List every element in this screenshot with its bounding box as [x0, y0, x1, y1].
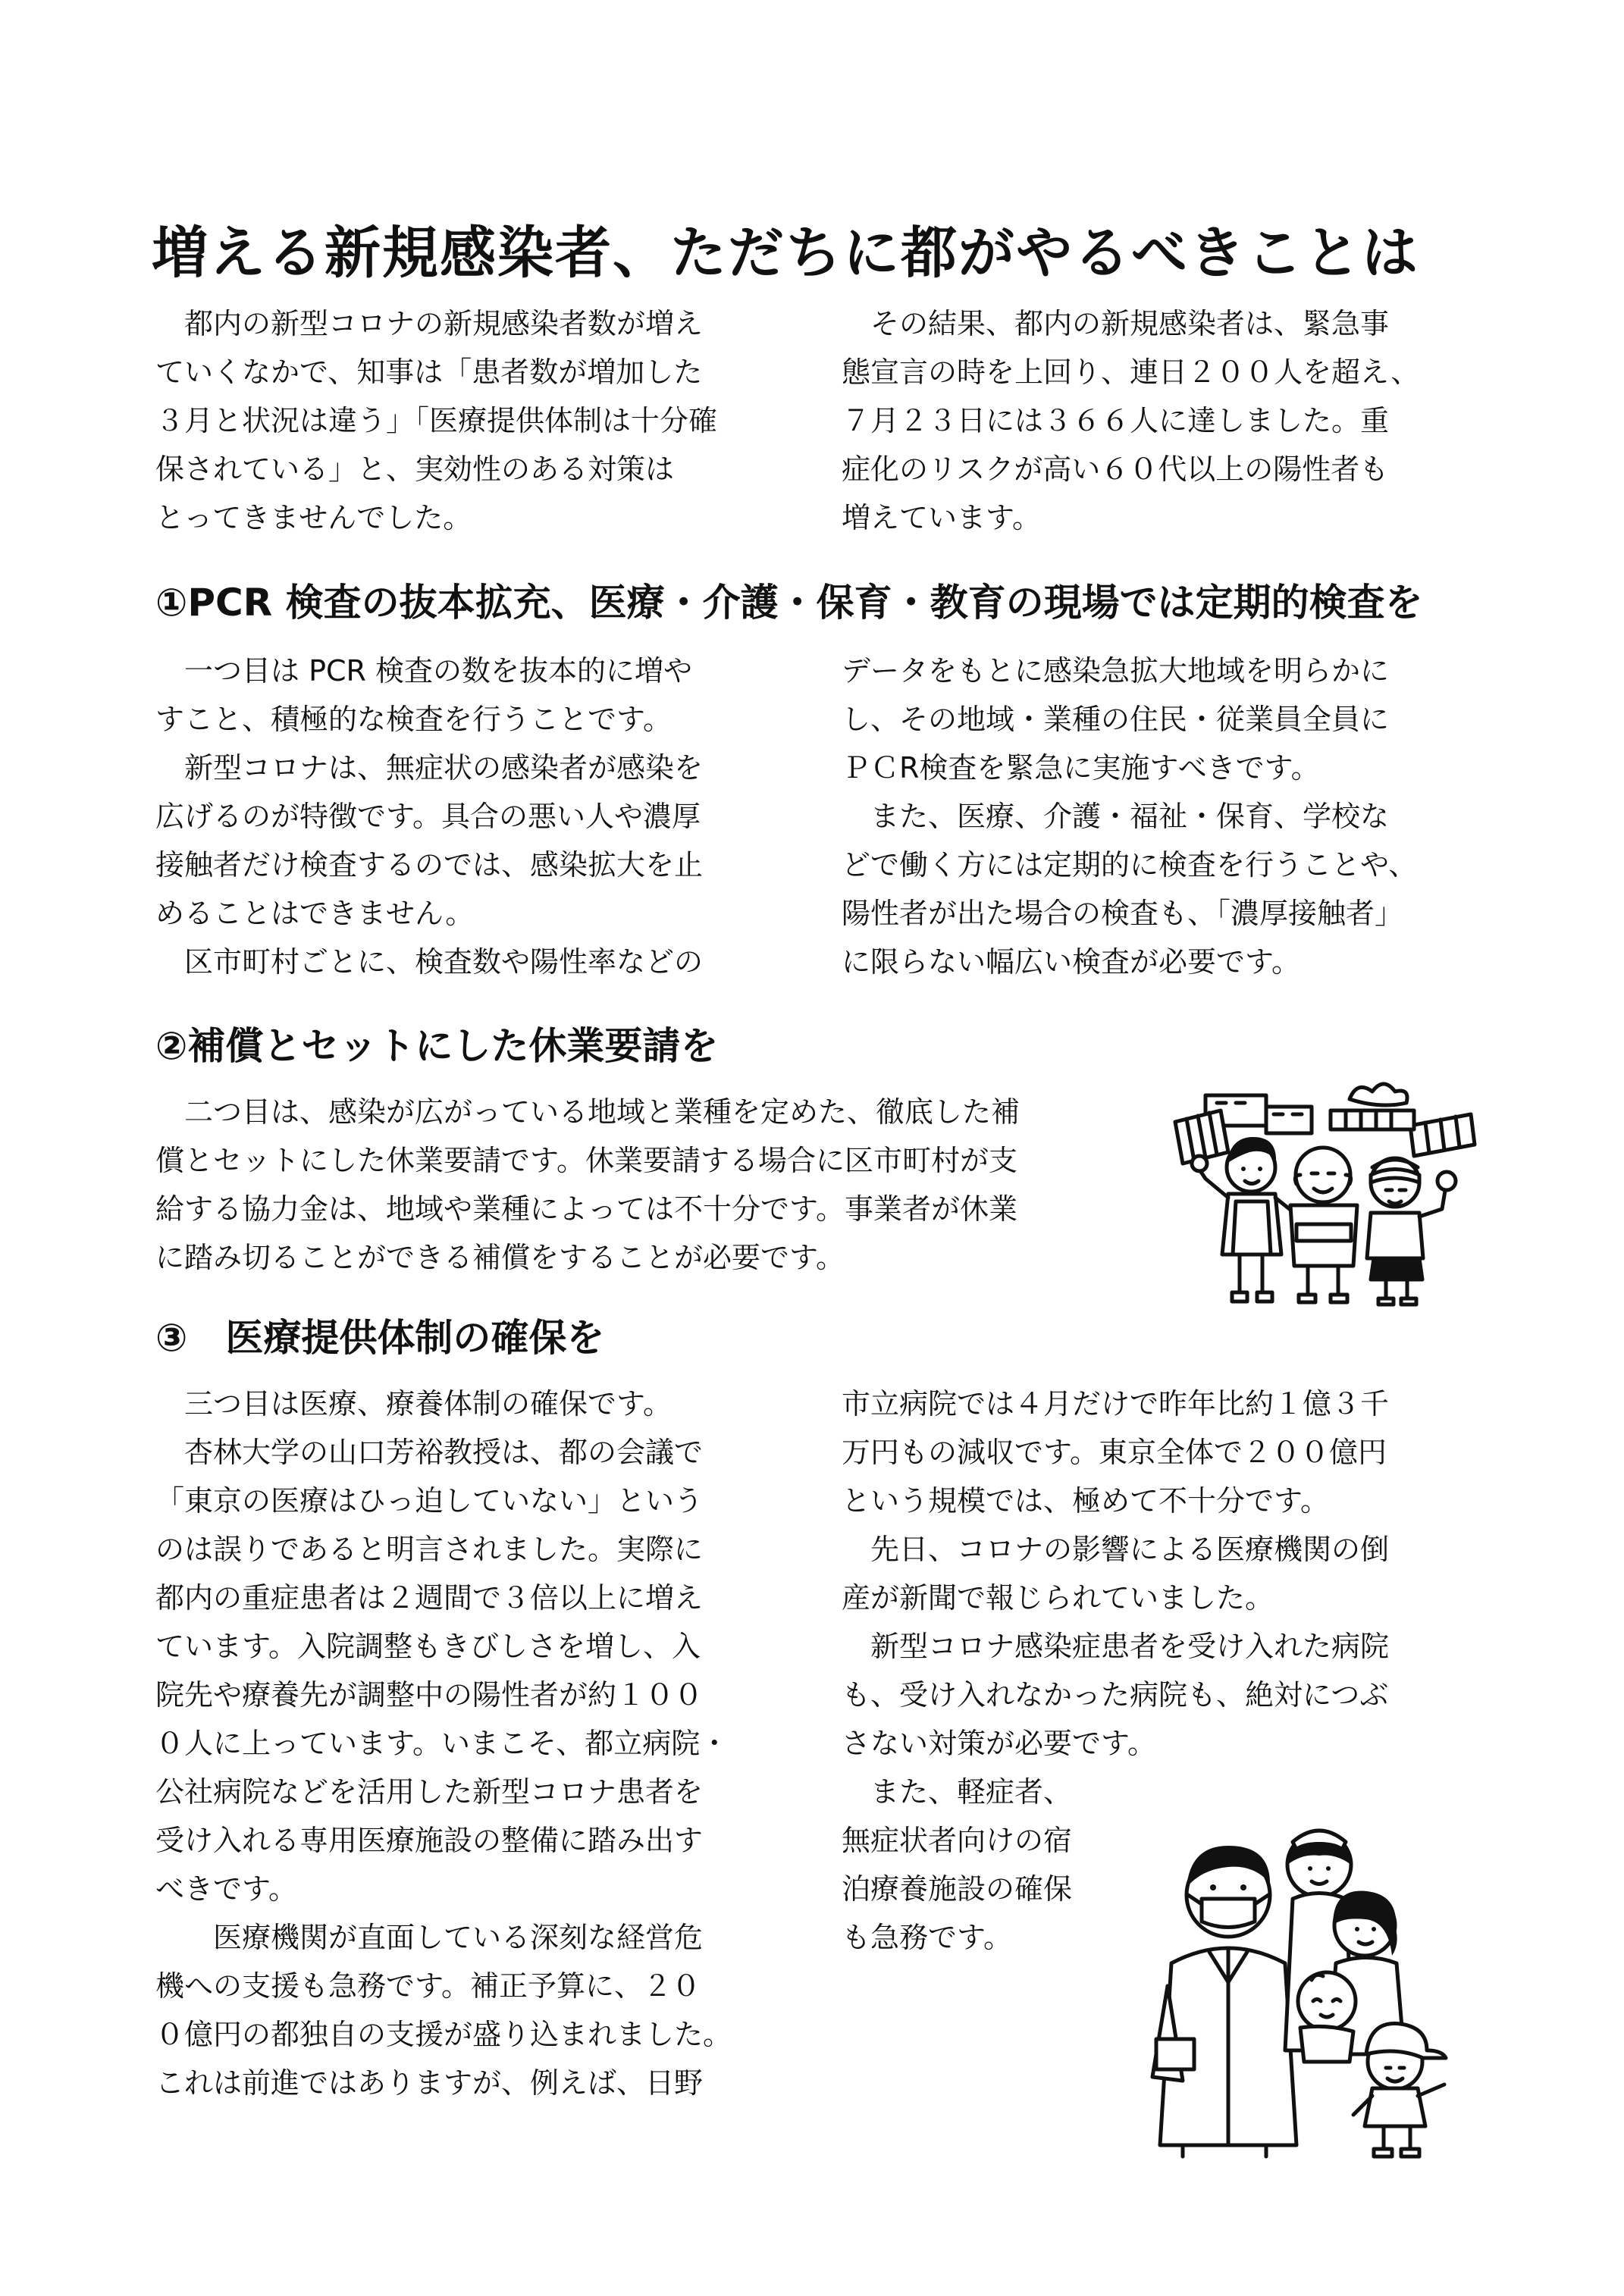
intro-right-text: その結果、都内の新規感染者は、緊急事 態宣言の時を上回り、連日２００人を超え、 ７月２３日には３６６人に達しました。重 症化のリスクが高い６０代以上の陽性者も 増えています。 — [842, 307, 1420, 534]
intro-right-column — [842, 299, 1482, 542]
section1-left-column — [155, 647, 804, 986]
section3-left-column — [155, 1380, 804, 2107]
section2-text: 二つ目は、感染が広がっている地域と業種を定めた、徹底した補 償とセットにした休業要請です。休業要請する場合に区市町村が支 給する協力金は、地域や業種によっては不十分です。事業者が休業 に踏み切ることができる補償をすることが必要です。 — [155, 1095, 1020, 1274]
section1-heading: ①PCR 検査の抜本拡充、医療・介護・保育・教育の現場では定期的検査を — [155, 581, 1423, 625]
shop-workers-illustration — [1160, 1069, 1494, 1311]
section3-right-text: 市立病院では４月だけで昨年比約１億３千 万円もの減収です。東京全体で２００億円 という規模では、極めて不十分です。 先日、コロナの影響による医療機関の倒 産が新聞で報じられていました。 新型コロナ感染症患者を受け入れた病院 も、受け入れなかった病院も、絶対につぶ さない対策が必要です。 また、軽症者、 無症状者向けの宿 泊療養施設の確保 も急務です。 — [842, 1387, 1390, 1954]
section2-heading: ②補償とセットにした休業要請を — [155, 1024, 719, 1068]
section2-body — [155, 1088, 1156, 1282]
intro-left-column — [155, 299, 804, 542]
medical-family-illustration — [1137, 1812, 1471, 2160]
section3-heading: ③ 医療提供体制の確保を — [155, 1316, 605, 1360]
section1-right-column — [842, 647, 1482, 986]
section3-left-text: 三つ目は医療、療養体制の確保です。 杏林大学の山口芳裕教授は、都の会議で 「東京の医療はひっ迫していない」という のは誤りであると明言されました。実際に 都内の重症患者は２週間で３倍以上に増え ています。入院調整もきびしさを増し、入 院先や療養先が調整中の陽性者が約１００ ０人に上っています。いまこそ、都立病院・ 公社病院などを活用した新型コロナ患者を 受け入れる専用医療施設の整備に踏み出す べきです。 医療機関が直面している深刻な経営危 機への支援も急務です。補正予算に、２０ ０億円の都独自の支援が盛り込まれました。 これは前進ではありますが、例えば、日野 — [155, 1387, 732, 2100]
section1-right-text: データをもとに感染急拡大地域を明らかに し、その地域・業種の住民・従業員全員に ＰＣR検査を緊急に実施すべきです。 また、医療、介護・福祉・保育、学校な どで働く方には定期的に検査を行うことや、 陽性者が出た場合の検査も、「濃厚接触者」 に限らない幅広い検査が必要です。 — [842, 654, 1418, 979]
intro-left-text: 都内の新型コロナの新規感染者数が増え ていくなかで、知事は「患者数が増加した ３月と状況は違う」「医療提供体制は十分確 保されている」と、実効性のある対策は とってきませんでした。 — [155, 307, 718, 534]
page-title: 増える新規感染者、ただちに都がやるべきことは — [152, 221, 1419, 286]
section1-left-text: 一つ目は PCR 検査の数を抜本的に増や すこと、積極的な検査を行うことです。 新型コロナは、無症状の感染者が感染を 広げるのが特徴です。具合の悪い人や濃厚 接触者だけ検査するのでは、感染拡大を止 めることはできません。 区市町村ごとに、検査数や陽性率などの — [155, 654, 704, 979]
